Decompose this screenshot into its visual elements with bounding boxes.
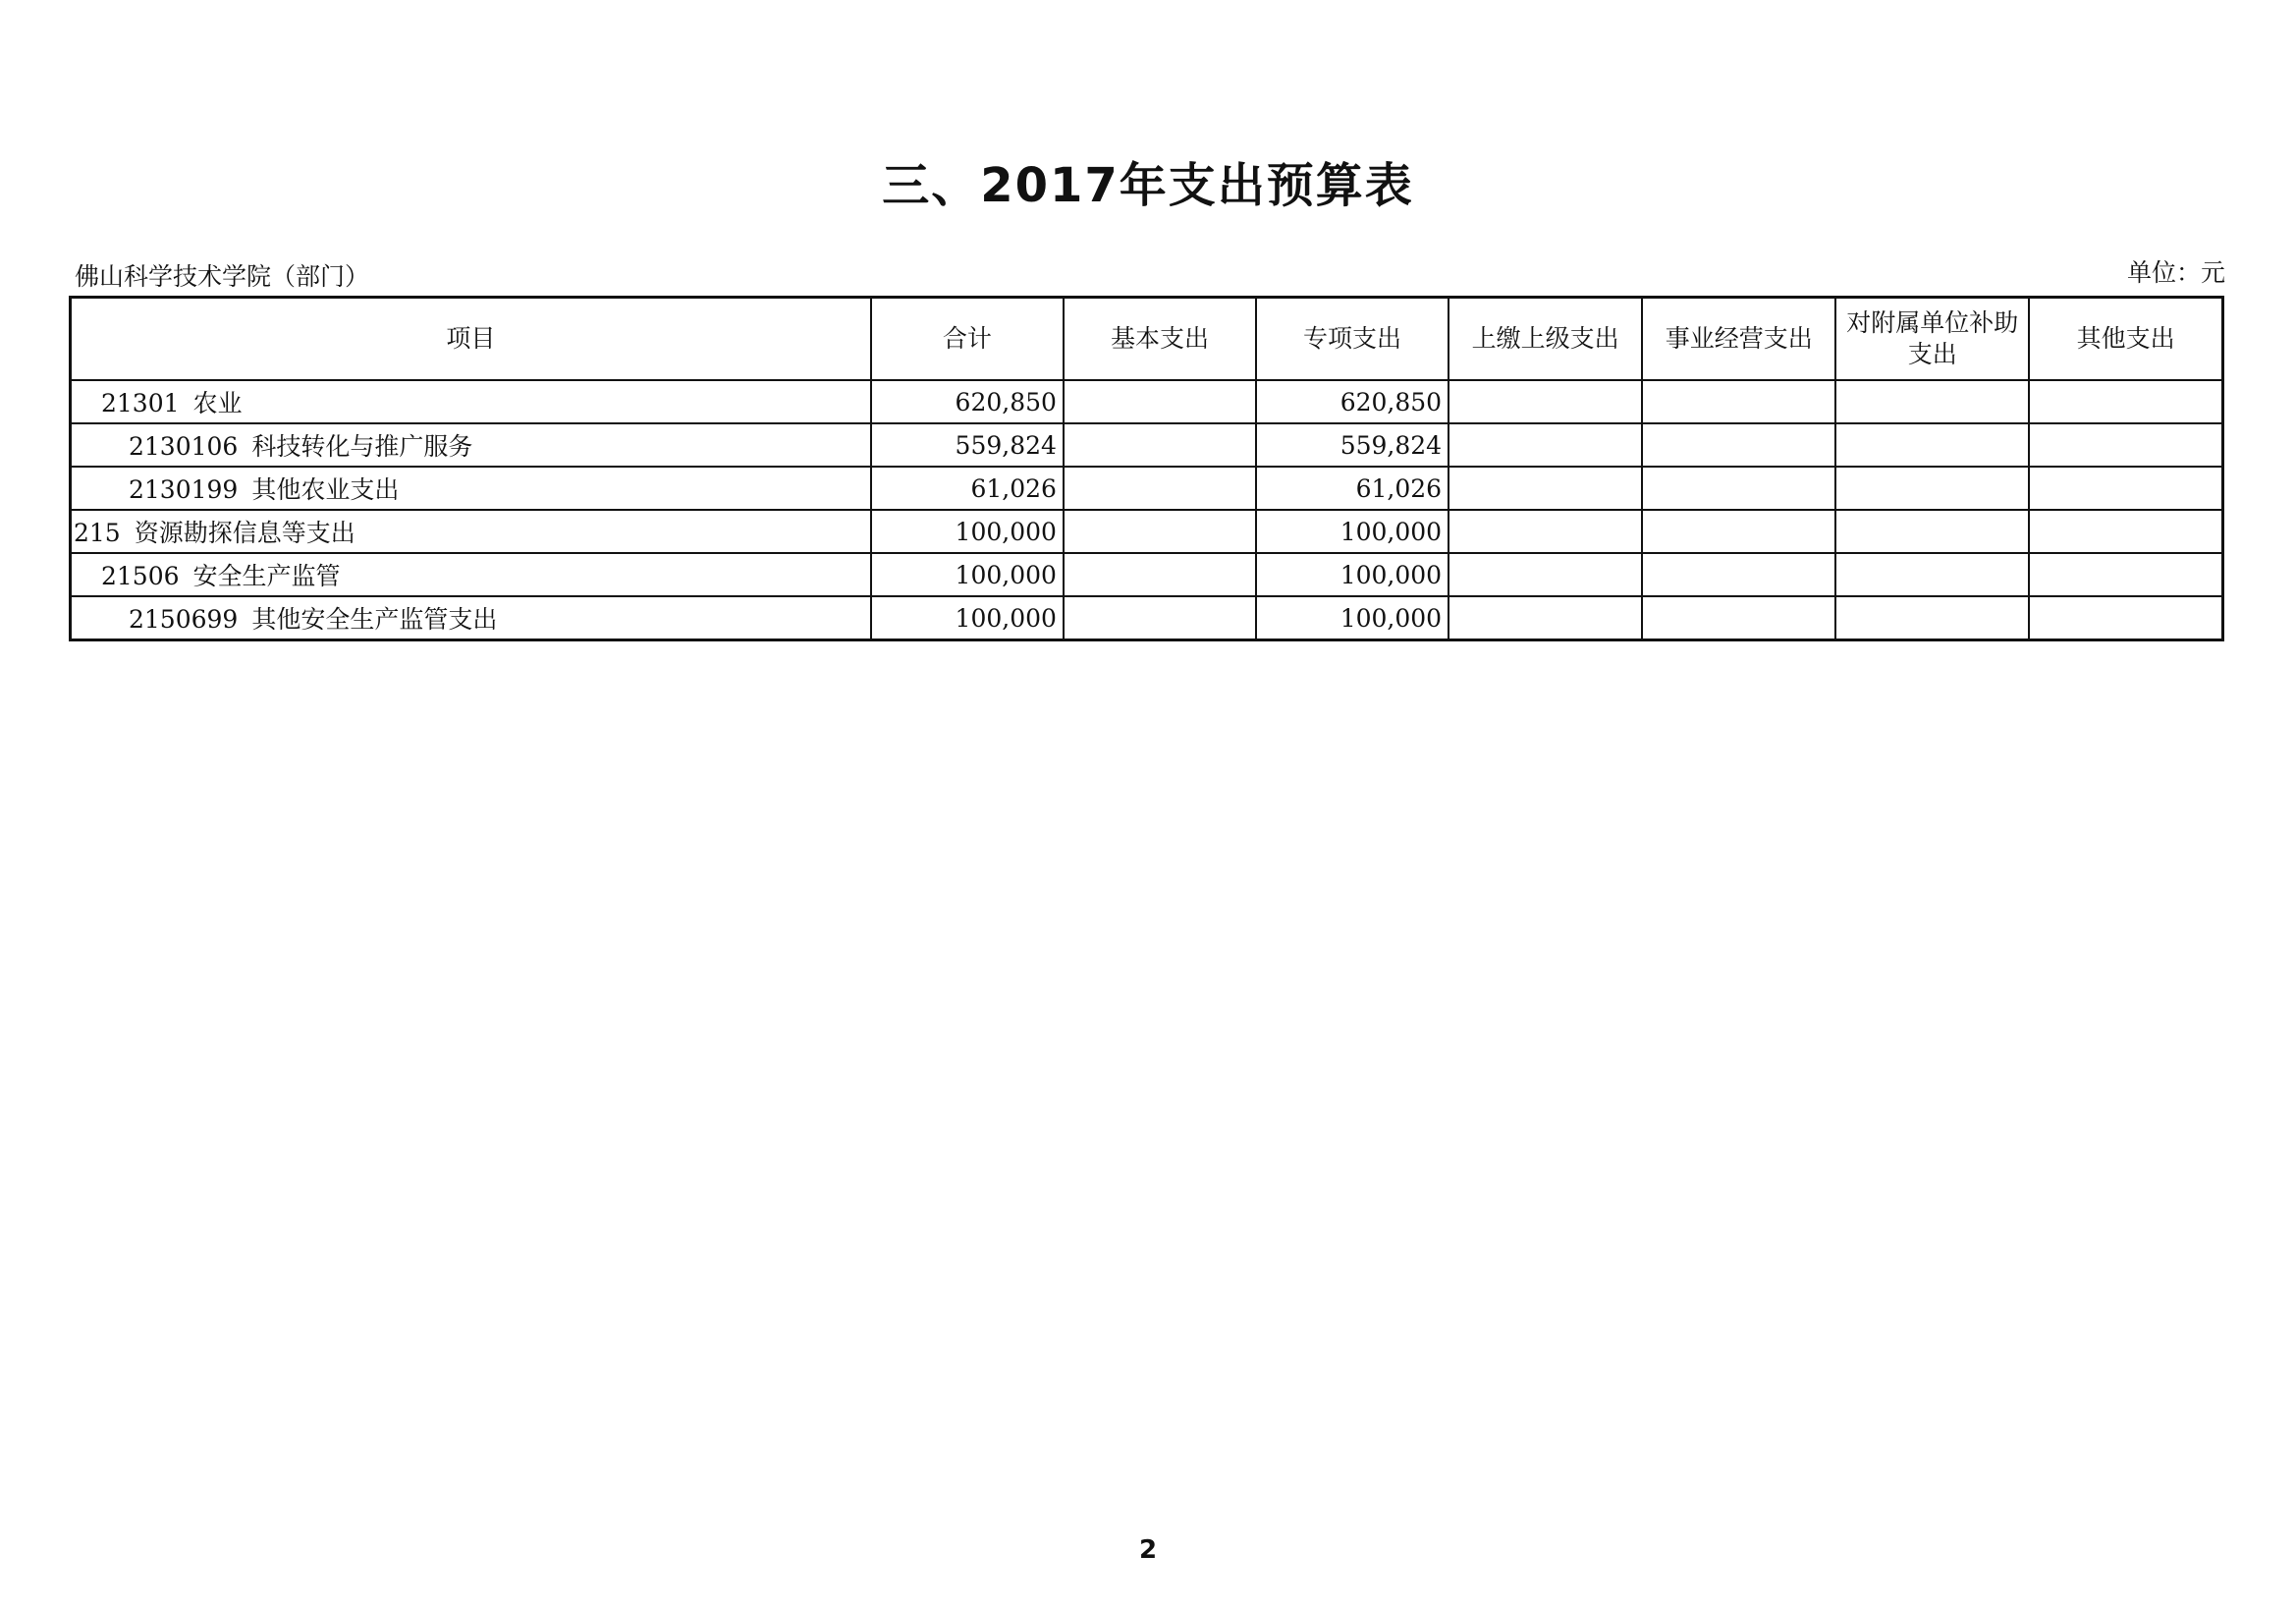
column-header-business: 事业经营支出 — [1642, 298, 1835, 381]
department-label: 佛山科学技术学院（部门） — [75, 262, 370, 291]
item-code: 215 — [74, 519, 121, 547]
table-row — [71, 380, 2223, 423]
business-cell — [1642, 596, 1835, 640]
other-cell — [2029, 380, 2222, 423]
page-title: 三、2017年支出预算表 — [882, 158, 1414, 213]
item-name: 科技转化与推广服务 — [251, 432, 473, 461]
subsidy-cell — [1835, 553, 2029, 596]
total-cell: 100,000 — [871, 596, 1064, 640]
special-cell: 61,026 — [1256, 467, 1449, 510]
table-header-row — [71, 298, 2223, 381]
upper-cell — [1449, 467, 1642, 510]
subsidy-cell — [1835, 380, 2029, 423]
unit-label: 单位：元 — [2126, 258, 2225, 287]
subsidy-cell — [1835, 423, 2029, 467]
item-cell — [71, 553, 871, 596]
total-cell: 100,000 — [871, 553, 1064, 596]
item-name: 安全生产监管 — [192, 562, 341, 590]
table-row — [71, 553, 2223, 596]
total-cell: 559,824 — [871, 423, 1064, 467]
column-header-upper: 上缴上级支出 — [1449, 298, 1642, 381]
total-cell: 620,850 — [871, 380, 1064, 423]
item-name: 资源勘探信息等支出 — [134, 519, 355, 547]
business-cell — [1642, 380, 1835, 423]
business-cell — [1642, 467, 1835, 510]
total-cell: 61,026 — [871, 467, 1064, 510]
basic-cell — [1064, 596, 1256, 640]
item-code: 2130199 — [129, 475, 239, 504]
item-name: 其他安全生产监管支出 — [251, 605, 498, 634]
subsidy-cell — [1835, 510, 2029, 553]
basic-cell — [1064, 380, 1256, 423]
table-body — [71, 380, 2223, 640]
subsidy-cell — [1835, 596, 2029, 640]
table-row — [71, 467, 2223, 510]
upper-cell — [1449, 510, 1642, 553]
column-header-subsidy: 对附属单位补助支出 — [1835, 298, 2029, 381]
upper-cell — [1449, 423, 1642, 467]
page-number: 2 — [1138, 1535, 1158, 1565]
other-cell — [2029, 553, 2222, 596]
special-cell: 620,850 — [1256, 380, 1449, 423]
basic-cell — [1064, 510, 1256, 553]
item-cell — [71, 467, 871, 510]
upper-cell — [1449, 596, 1642, 640]
column-header-special: 专项支出 — [1256, 298, 1449, 381]
table-row — [71, 596, 2223, 640]
item-cell — [71, 510, 871, 553]
item-cell — [71, 423, 871, 467]
column-header-other: 其他支出 — [2029, 298, 2222, 381]
expenditure-budget-table — [69, 296, 2224, 641]
special-cell: 100,000 — [1256, 510, 1449, 553]
other-cell — [2029, 423, 2222, 467]
special-cell: 100,000 — [1256, 553, 1449, 596]
column-header-item: 项目 — [71, 298, 871, 381]
item-cell — [71, 380, 871, 423]
basic-cell — [1064, 467, 1256, 510]
business-cell — [1642, 553, 1835, 596]
subsidy-cell — [1835, 467, 2029, 510]
item-code: 2130106 — [129, 432, 239, 461]
business-cell — [1642, 510, 1835, 553]
item-code: 2150699 — [129, 605, 239, 634]
item-name: 农业 — [192, 389, 243, 417]
table-row — [71, 510, 2223, 553]
upper-cell — [1449, 380, 1642, 423]
column-header-total: 合计 — [871, 298, 1064, 381]
other-cell — [2029, 510, 2222, 553]
basic-cell — [1064, 423, 1256, 467]
special-cell: 559,824 — [1256, 423, 1449, 467]
item-cell — [71, 596, 871, 640]
table-row — [71, 423, 2223, 467]
other-cell — [2029, 596, 2222, 640]
basic-cell — [1064, 553, 1256, 596]
business-cell — [1642, 423, 1835, 467]
other-cell — [2029, 467, 2222, 510]
column-header-basic: 基本支出 — [1064, 298, 1256, 381]
item-code: 21301 — [101, 389, 180, 417]
item-name: 其他农业支出 — [251, 475, 400, 504]
upper-cell — [1449, 553, 1642, 596]
special-cell: 100,000 — [1256, 596, 1449, 640]
total-cell: 100,000 — [871, 510, 1064, 553]
item-code: 21506 — [101, 562, 180, 590]
